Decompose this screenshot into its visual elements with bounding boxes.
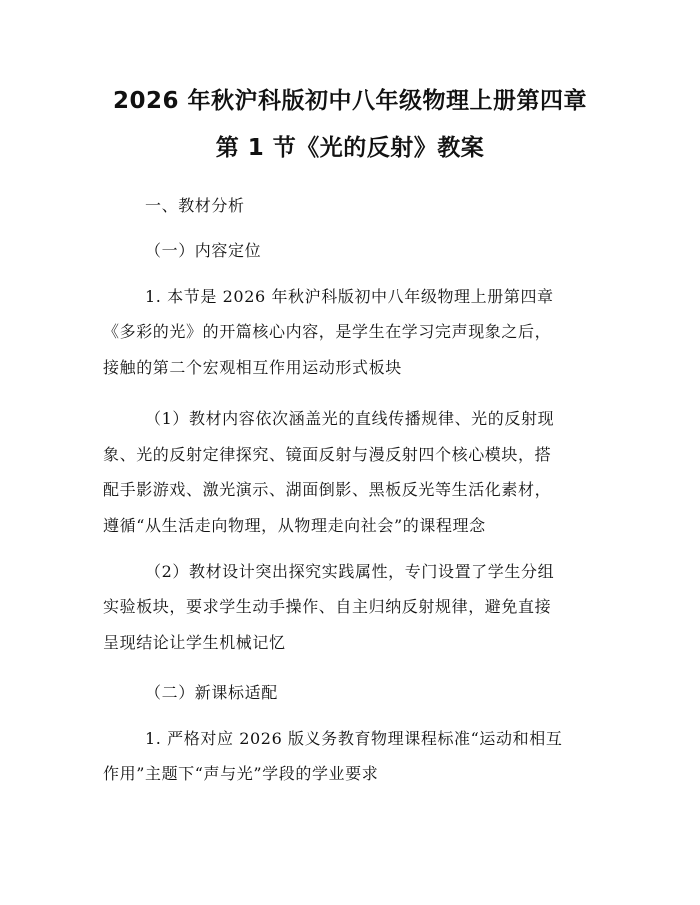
subsection-heading-content-positioning: （一）内容定位: [145, 241, 262, 260]
item-2-line-1: 1. 严格对应 2026 版义务教育物理课程标准“运动和相互: [145, 729, 563, 748]
item-2-line-2: 作用”主题下“声与光”学段的学业要求: [103, 764, 379, 783]
paragraph-1-line-1: （1）教材内容依次涵盖光的直线传播规律、光的反射现: [145, 409, 555, 428]
item-1-line-1: 1. 本节是 2026 年秋沪科版初中八年级物理上册第四章: [145, 287, 554, 306]
item-1-line-3: 接触的第二个宏观相互作用运动形式板块: [103, 358, 402, 377]
paragraph-1-line-4: 遵循“从生活走向物理，从物理走向社会”的课程理念: [103, 516, 486, 535]
item-1-line-2: 《多彩的光》的开篇核心内容，是学生在学习完声现象之后，: [103, 322, 552, 341]
section-heading-textbook-analysis: 一、教材分析: [145, 196, 245, 215]
paragraph-1-line-2: 象、光的反射定律探究、镜面反射与漫反射四个核心模块，搭: [103, 445, 552, 464]
subsection-heading-curriculum-alignment: （二）新课标适配: [145, 683, 278, 702]
paragraph-2-line-3: 呈现结论让学生机械记忆: [103, 633, 286, 652]
document-title-line-1: 2026 年秋沪科版初中八年级物理上册第四章: [112, 88, 588, 114]
paragraph-2-line-1: （2）教材设计突出探究实践属性，专门设置了学生分组: [145, 562, 555, 581]
paragraph-1-line-3: 配手影游戏、激光演示、湖面倒影、黑板反光等生活化素材，: [103, 480, 552, 499]
paragraph-2-line-2: 实验板块，要求学生动手操作、自主归纳反射规律，避免直接: [103, 597, 552, 616]
document-title-line-2: 第 1 节《光的反射》教案: [215, 135, 485, 161]
